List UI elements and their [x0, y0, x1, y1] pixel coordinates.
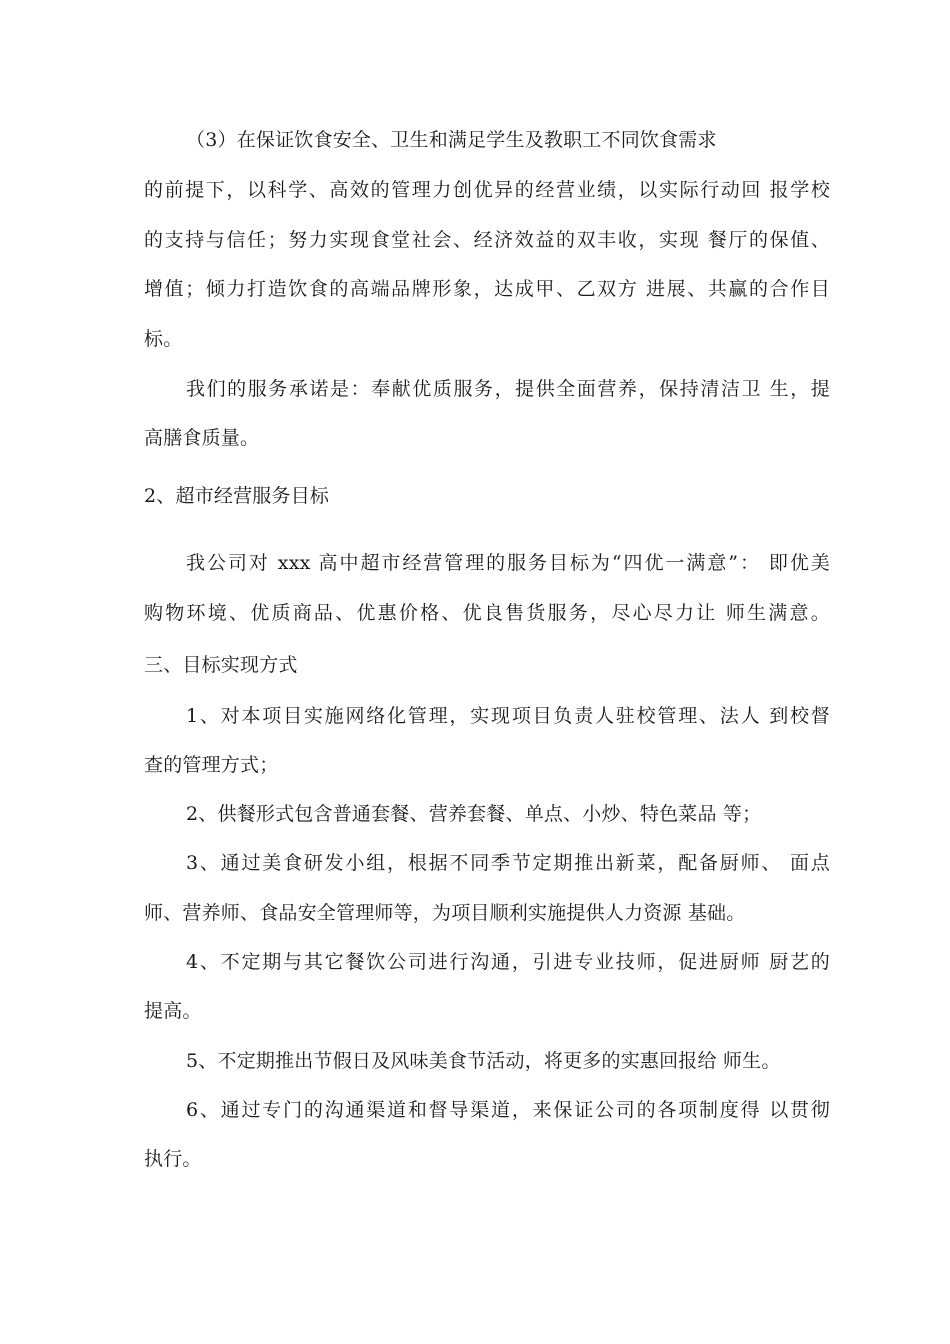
list-item-line: 1、对本项目实施网络化管理，实现项目负责人驻校管理、法人 到校督: [186, 705, 830, 727]
paragraph-line: 的支持与信任；努力实现食堂社会、经济效益的双丰收，实现 餐厅的保值、: [144, 229, 830, 251]
list-item-line: 执行。: [144, 1148, 202, 1170]
paragraph-line: 标。: [144, 328, 183, 350]
paragraph-line: 购物环境、优质商品、优惠价格、优良售货服务，尽心尽力让 师生满意。: [144, 602, 830, 624]
list-item-line: 3、通过美食研发小组，根据不同季节定期推出新菜，配备厨师、 面点: [186, 852, 830, 874]
section-heading: 三、目标实现方式: [144, 654, 298, 676]
paragraph-line: （3）在保证饮食安全、卫生和满足学生及教职工不同饮食需求: [186, 129, 717, 151]
paragraph-line: 高膳食质量。: [144, 427, 260, 449]
paragraph-line: 我们的服务承诺是：奉献优质服务，提供全面营养，保持清洁卫 生，提: [186, 378, 830, 400]
list-item-line: 查的管理方式；: [144, 754, 279, 776]
paragraph-line: 增值；倾力打造饮食的高端品牌形象，达成甲、乙双方 进展、共赢的合作目: [144, 278, 830, 300]
list-item-line: 6、通过专门的沟通渠道和督导渠道，来保证公司的各项制度得 以贯彻: [186, 1099, 830, 1121]
list-item-line: 5、不定期推出节假日及风味美食节活动，将更多的实惠回报给 师生。: [186, 1050, 781, 1072]
paragraph-line: 的前提下，以科学、高效的管理力创优异的经营业绩，以实际行动回 报学校: [144, 179, 830, 201]
list-item-line: 2、供餐形式包含普通套餐、营养套餐、单点、小炒、特色菜品 等；: [186, 803, 762, 825]
section-heading: 2、超市经营服务目标: [144, 485, 330, 507]
list-item-line: 4、不定期与其它餐饮公司进行沟通，引进专业技师，促进厨师 厨艺的: [186, 951, 830, 973]
paragraph-line: 我公司对 xxx 高中超市经营管理的服务目标为“四优一满意”： 即优美: [186, 552, 830, 574]
list-item-line: 师、营养师、食品安全管理师等，为项目顺利实施提供人力资源 基础。: [144, 902, 746, 924]
list-item-line: 提高。: [144, 1000, 202, 1022]
